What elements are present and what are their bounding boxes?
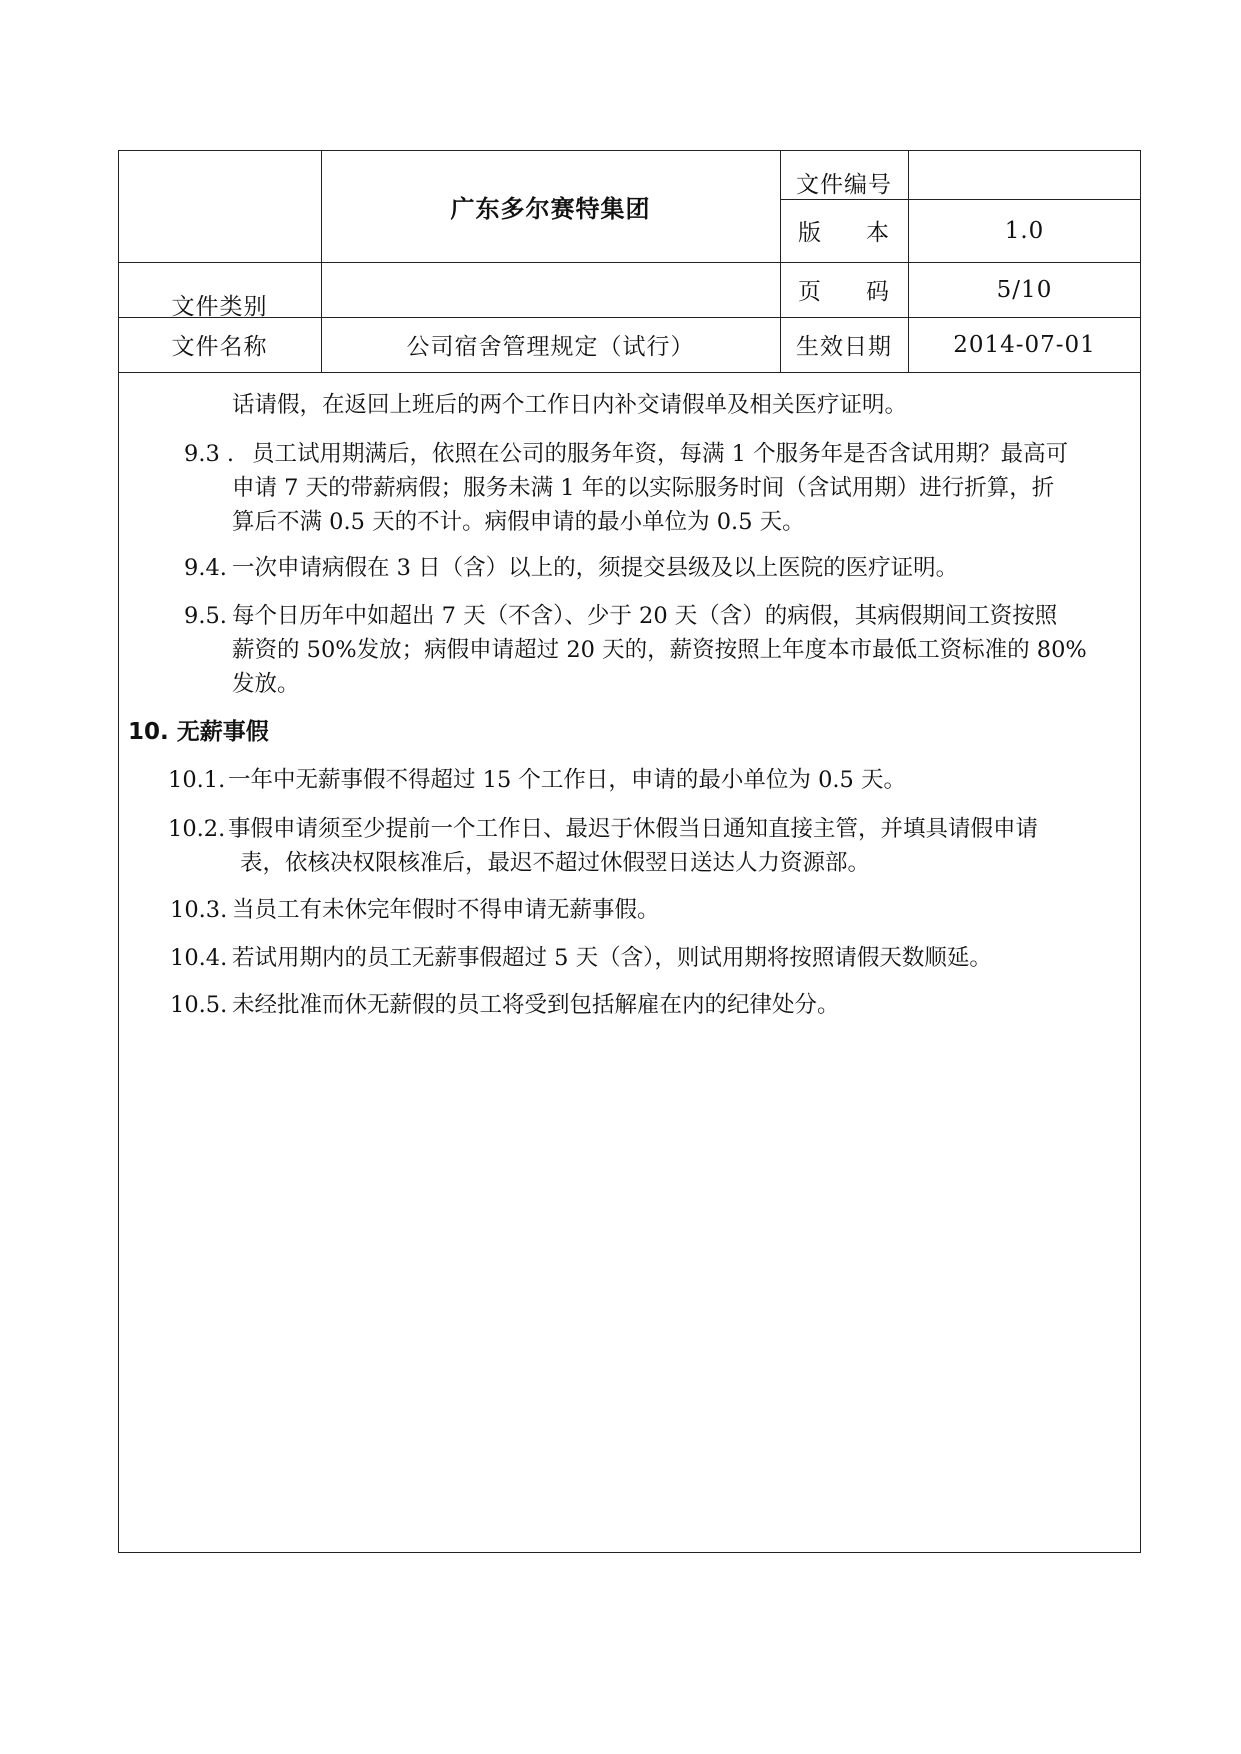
clause-line: 当员工有未休完年假时不得申请无薪事假。 xyxy=(232,897,660,923)
clause-line: 每个日历年中如超出 7 天（不含）、少于 20 天（含）的病假，其病假期间工资按照 xyxy=(232,603,1058,629)
doc-name-value: 公司宿舍管理规定（试行） xyxy=(406,334,695,360)
clause-number: 10.4. xyxy=(170,945,228,971)
table-rule xyxy=(118,372,1141,373)
version-value: 1.0 xyxy=(1004,217,1045,244)
clause-number: 10.1. xyxy=(168,767,226,793)
category-label: 文件类别 xyxy=(171,294,268,320)
clause-line: 表，依核决权限核准后，最迟不超过休假翌日送达人力资源部。 xyxy=(240,850,871,876)
page-label-b: 码 xyxy=(866,279,890,305)
doc-number-label: 文件编号 xyxy=(796,172,892,198)
clause-line: 未经批准而休无薪假的员工将受到包括解雇在内的纪律处分。 xyxy=(232,992,840,1018)
doc-name-label: 文件名称 xyxy=(171,334,268,360)
version-label-b: 本 xyxy=(866,220,890,246)
clause-line: 事假申请须至少提前一个工作日、最迟于休假当日通知直接主管，并填具请假申请 xyxy=(228,816,1039,842)
continuation-line: 话请假，在返回上班后的两个工作日内补交请假单及相关医疗证明。 xyxy=(232,392,908,418)
page-label-a: 页 xyxy=(798,279,822,305)
section-10-heading: 10. 无薪事假 xyxy=(128,719,269,745)
version-label xyxy=(780,199,908,262)
clause-line: 员工试用期满后，依照在公司的服务年资，每满 1 个服务年是否含试用期？最高可 xyxy=(252,441,1069,467)
clause-line: 薪资的 50%发放；病假申请超过 20 天的，薪资按照上年度本市最低工资标准的 80% xyxy=(232,637,1087,663)
clause-line: 发放。 xyxy=(232,671,300,697)
clause-number: 10.5. xyxy=(170,992,228,1018)
clause-line: 若试用期内的员工无薪事假超过 5 天（含），则试用期将按照请假天数顺延。 xyxy=(232,945,992,971)
version-label-a: 版 xyxy=(798,220,822,246)
clause-number: 9.5. xyxy=(184,603,227,629)
company-name: 广东多尔赛特集团 xyxy=(450,194,651,223)
clause-number: 9.4. xyxy=(184,555,227,581)
page-label xyxy=(780,262,908,317)
page-number: 5/10 xyxy=(996,276,1053,303)
clause-line: 一次申请病假在 3 日（含）以上的，须提交县级及以上医院的医疗证明。 xyxy=(232,555,959,581)
effective-date-label: 生效日期 xyxy=(796,334,892,360)
effective-date-value: 2014-07-01 xyxy=(953,331,1096,358)
doc-number-value xyxy=(908,150,1141,199)
clause-number: 9.3 . xyxy=(184,441,235,467)
clause-line: 一年中无薪事假不得超过 15 个工作日，申请的最小单位为 0.5 天。 xyxy=(228,767,907,793)
clause-number: 10.3. xyxy=(170,897,228,923)
clause-line: 申请 7 天的带薪病假；服务未满 1 年的以实际服务时间（含试用期）进行折算，折 xyxy=(232,475,1055,501)
category-value xyxy=(321,262,780,317)
clause-line: 算后不满 0.5 天的不计。病假申请的最小单位为 0.5 天。 xyxy=(232,509,805,535)
clause-number: 10.2. xyxy=(168,816,226,842)
